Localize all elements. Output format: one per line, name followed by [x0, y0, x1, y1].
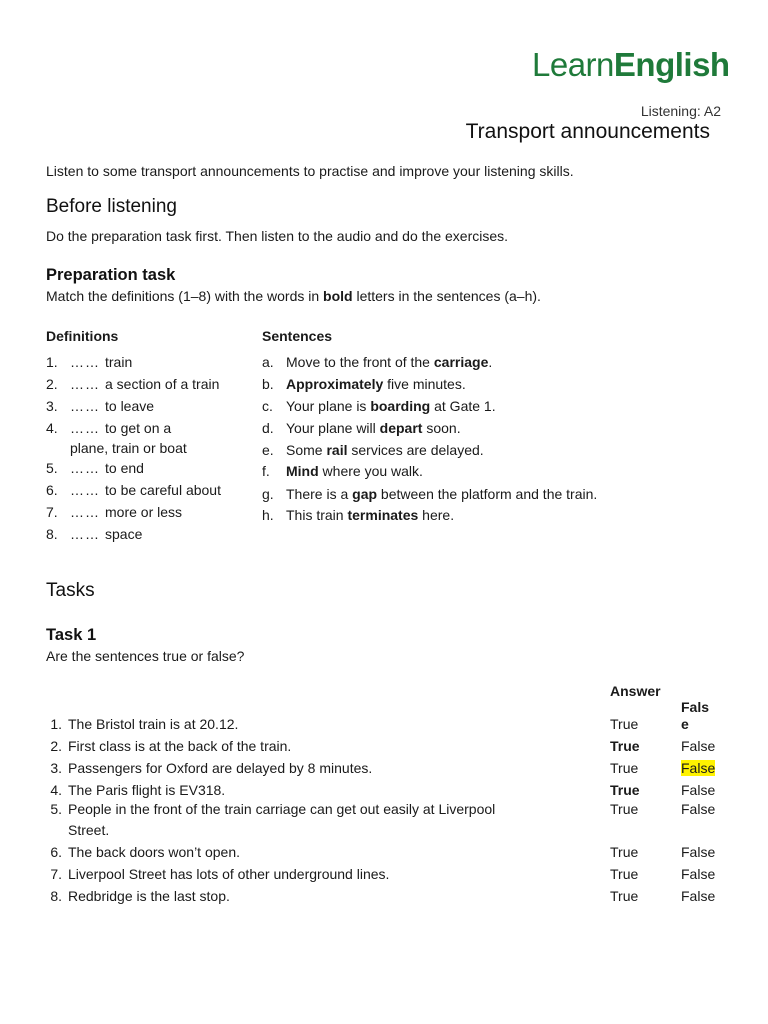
answer-false[interactable]: False [681, 844, 716, 860]
sentence-item: f. Mind where you walk. [262, 463, 423, 479]
sentence-item: b. Approximately five minutes. [262, 376, 466, 392]
task-row-statement: 2. First class is at the back of the train. [50, 738, 292, 754]
intro-text: Listen to some transport announcements to practise and improve your listening skills. [46, 163, 574, 179]
learnenglish-logo [532, 46, 730, 84]
sentence-item: h. This train terminates here. [262, 507, 455, 523]
before-listening-heading: Before listening [46, 196, 177, 217]
sentence-item: e. Some rail services are delayed. [262, 442, 484, 458]
answer-header: Answer [610, 683, 661, 699]
answer-true-selected[interactable]: True [610, 738, 640, 754]
level-label: Listening: A2 [640, 103, 721, 119]
sentences-header: Sentences [262, 328, 333, 344]
logo-learn: Learn [532, 46, 614, 83]
sentence-item: c. Your plane is boarding at Gate 1. [262, 398, 496, 414]
answer-false[interactable]: False [681, 801, 716, 817]
answer-true[interactable]: True [610, 716, 639, 732]
answer-false-highlighted[interactable]: False [681, 760, 716, 776]
answer-false[interactable]: False [681, 866, 716, 882]
definition-item: 3. …… to leave [46, 398, 155, 414]
definition-item: 5. …… to end [46, 460, 144, 476]
answer-false[interactable]: False [681, 888, 716, 904]
task-row-statement: 3. Passengers for Oxford are delayed by 8 minutes. [50, 760, 373, 776]
answer-false[interactable]: False [681, 782, 716, 798]
definition-item: 6. …… to be careful about [46, 482, 221, 498]
definition-item-continuation: plane, train or boat [70, 440, 187, 456]
preparation-instructions: Match the definitions (1–8) with the words in bold letters in the sentences (a–h). [46, 288, 541, 304]
task-row-statement: 7. Liverpool Street has lots of other underground lines. [50, 866, 390, 882]
sentence-item: d. Your plane will depart soon. [262, 420, 461, 436]
sentence-item: a. Move to the front of the carriage. [262, 354, 493, 370]
preparation-task-heading: Preparation task [46, 266, 176, 284]
page-title: Transport announcements [465, 120, 710, 143]
answer-false[interactable]: False [681, 738, 716, 754]
task1-heading: Task 1 [46, 626, 97, 644]
answer-true-selected[interactable]: True [610, 782, 640, 798]
task-row-statement: 5. People in the front of the train carriage can get out easily at Liverpool [50, 801, 496, 817]
task-row-statement-continuation: Street. [68, 822, 110, 838]
sentence-item: g. There is a gap between the platform and the train. [262, 486, 598, 502]
task-row-statement: 1. The Bristol train is at 20.12. [50, 716, 239, 732]
answer-true[interactable]: True [610, 801, 639, 817]
logo-english: English [613, 46, 730, 83]
false-header-part1: Fals [681, 699, 710, 715]
false-header-part2: e [681, 716, 689, 732]
answer-true[interactable]: True [610, 866, 639, 882]
task-row-statement: 8. Redbridge is the last stop. [50, 888, 230, 904]
definition-item: 1. …… train [46, 354, 133, 370]
answer-true[interactable]: True [610, 844, 639, 860]
answer-true[interactable]: True [610, 888, 639, 904]
task1-instructions: Are the sentences true or false? [46, 648, 245, 664]
task-row-statement: 6. The back doors won’t open. [50, 844, 240, 860]
definition-item: 2. …… a section of a train [46, 376, 220, 392]
definitions-header: Definitions [46, 328, 119, 344]
task-row-statement: 4. The Paris flight is EV318. [50, 782, 226, 798]
answer-true[interactable]: True [610, 760, 639, 776]
definition-item: 8. …… space [46, 526, 143, 542]
tasks-heading: Tasks [46, 580, 95, 601]
definition-item: 4. …… to get on a [46, 420, 172, 436]
before-listening-text: Do the preparation task first. Then listen to the audio and do the exercises. [46, 228, 509, 244]
definition-item: 7. …… more or less [46, 504, 183, 520]
